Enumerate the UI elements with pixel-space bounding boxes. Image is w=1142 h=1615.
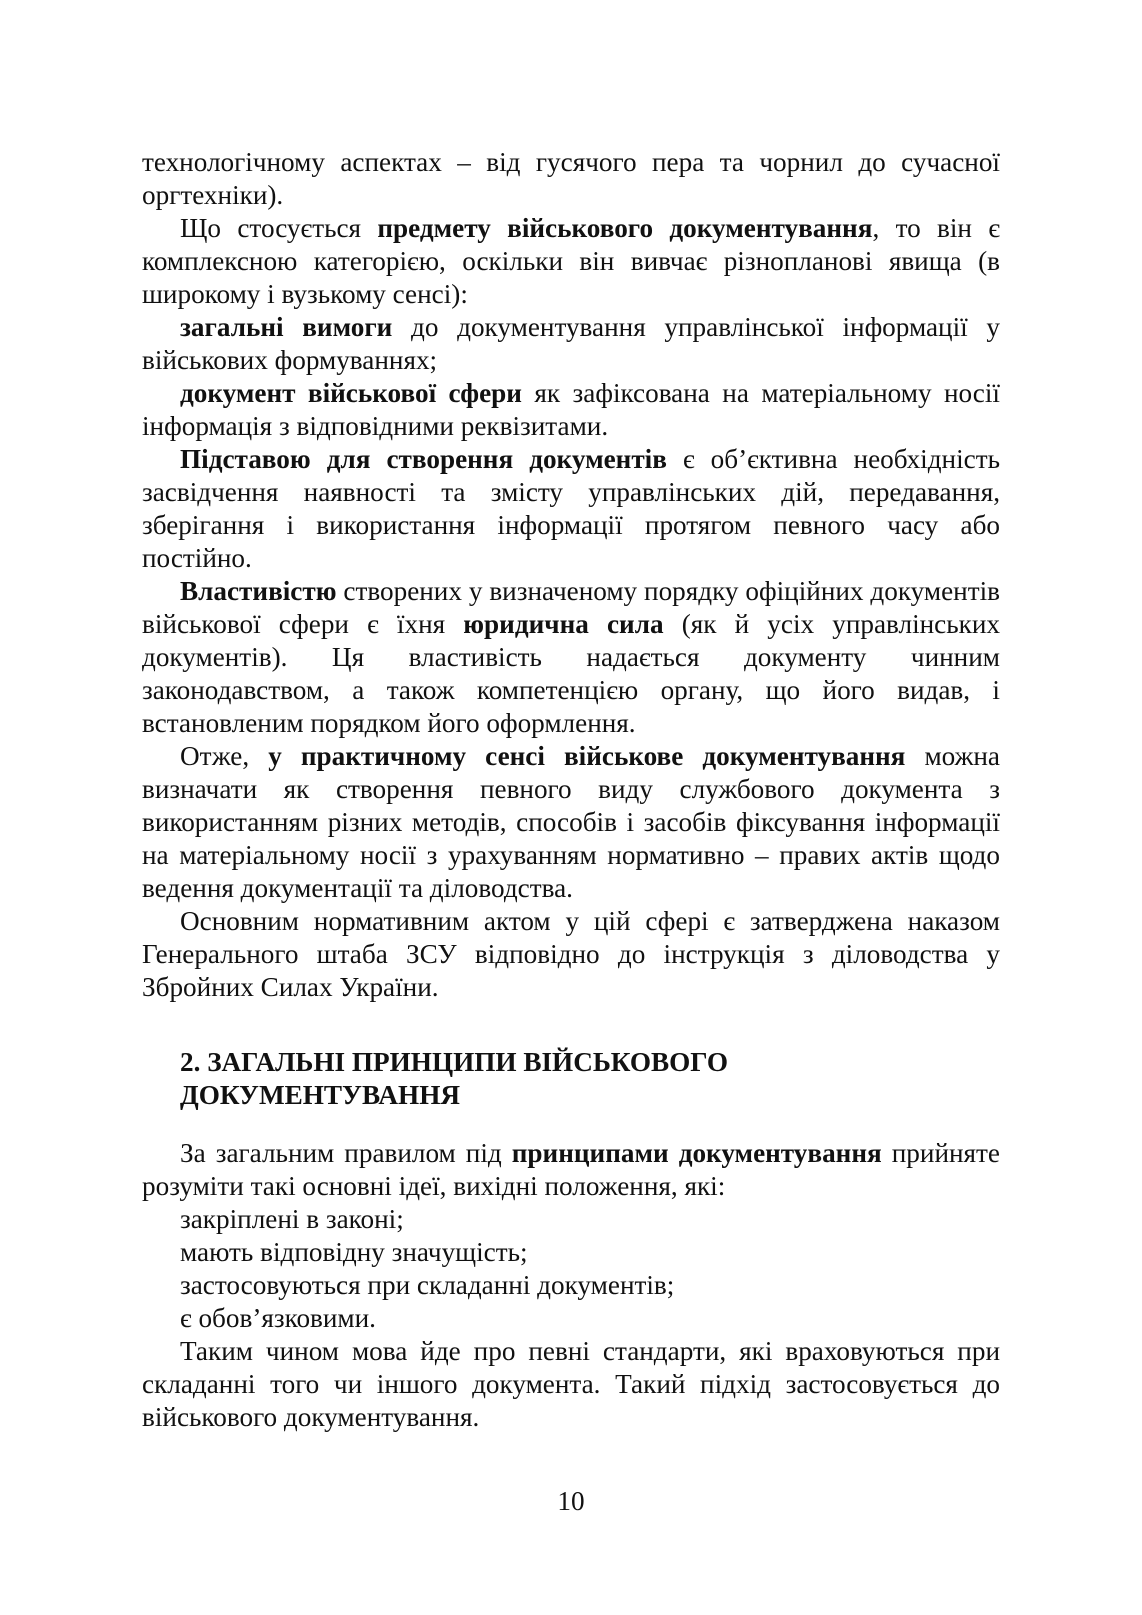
bold-term: юридична сила — [463, 609, 664, 639]
paragraph-subject — [142, 212, 1000, 311]
text-run: створених у визначеному порядку офіційних документів військової сфери є їхня — [142, 576, 1000, 639]
text-run: прийняте розуміти такі основні ідеї, вихідні положення, які: — [142, 1138, 1001, 1201]
paragraph-conclusion: Таким чином мова йде про певні стандарти, які враховуються при складанні того чи іншого документа. Такий підхід застосовується до військового документування. — [142, 1336, 1000, 1432]
text-run: можна визначати як створення певного виду службового документа з використанням різних методів, способів і засобів фіксування інформації на матеріальному носії з урахуванням нормативно – правих актів щодо ведення документації та діловодства. — [142, 741, 1000, 903]
paragraph-practical-sense — [142, 740, 1000, 905]
bold-term: загальні вимоги — [180, 312, 393, 342]
heading-line: ДОКУМЕНТУВАННЯ — [180, 1080, 460, 1110]
text-run: до документування управлінської інформації у військових формуваннях; — [142, 312, 1000, 375]
text-run: є об’єктивна необхідність засвідчення наявності та змісту управлінських дій, передавання, зберігання і використання інформації протягом певного часу або постійно. — [142, 444, 1000, 573]
paragraph-principles-intro — [142, 1137, 1000, 1203]
bold-term: Властивістю — [180, 576, 337, 606]
paragraph-general-requirements — [142, 311, 1000, 377]
document-page — [142, 146, 1000, 1434]
bold-term: принципами документування — [511, 1138, 882, 1168]
heading-line: 2. ЗАГАЛЬНІ ПРИНЦИПИ ВІЙСЬКОВОГО — [180, 1047, 729, 1077]
paragraph-normative-act: Основним нормативним актом у цій сфері є затверджена наказом Генерального штаба ЗСУ відповідно до інструкція з діловодства у Збройних Силах України. — [142, 906, 1000, 1002]
text-run: Що стосується — [180, 213, 378, 243]
text-run: як зафіксована на матеріальному носії інформація з відповідними реквізитами. — [142, 378, 1000, 441]
paragraph-military-document — [142, 377, 1000, 443]
list-item: є обов’язковими. — [180, 1303, 376, 1333]
text-run: , то він є комплексною категорією, оскільки він вивчає різнопланові явища (в широкому і вузькому сенсі): — [142, 213, 1000, 309]
list-item: застосовуються при складанні документів; — [180, 1270, 675, 1300]
paragraph-basis — [142, 443, 1000, 575]
section-heading — [180, 1046, 1000, 1112]
paragraph-continuation: технологічному аспектах – від гусячого пера та чорнил до сучасної оргтехніки). — [142, 147, 1000, 210]
text-run: Отже, — [180, 741, 269, 771]
list-item: мають відповідну значущість; — [180, 1237, 528, 1267]
text-run: За загальним правилом під — [180, 1138, 512, 1168]
page-number: 10 — [557, 1486, 585, 1516]
bold-term: Підставою для створення документів — [180, 444, 667, 474]
text-run: (як й усіх управлінських документів). Ця властивість надається документу чинним законодавством, а також компетенцією органу, що його видав, і встановленим порядком його оформлення. — [142, 609, 1000, 738]
bold-term: документ військової сфери — [180, 378, 522, 408]
list-item: закріплені в законі; — [180, 1204, 404, 1234]
bold-term: у практичному сенсі військове документування — [268, 741, 906, 771]
bold-term: предмету військового документування — [377, 213, 873, 243]
paragraph-property — [142, 575, 1000, 740]
